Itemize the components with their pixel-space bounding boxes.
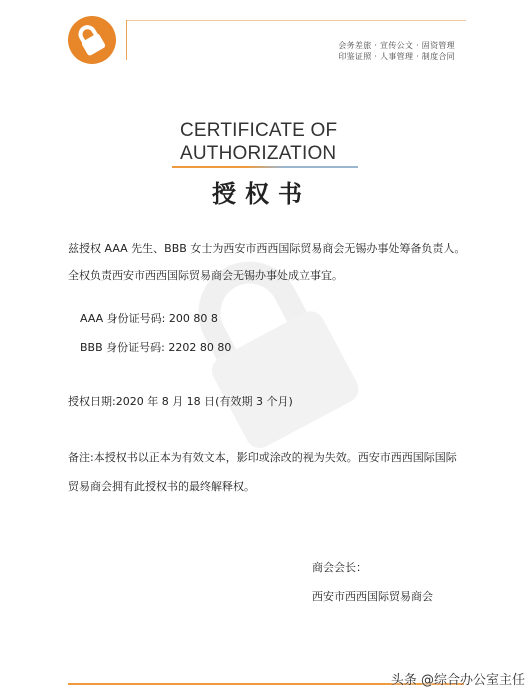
title-chinese: 授权书 bbox=[212, 180, 311, 208]
signature-organization: 西安市西西国际贸易商会 bbox=[312, 590, 433, 603]
header-top-rule bbox=[126, 20, 466, 21]
remark-line-1: 备注:本授权书以正本为有效文本，影印或涂改的视为失效。西安市西西国际国际 bbox=[68, 451, 457, 464]
source-watermark: 头条 @综合办公室主任 bbox=[390, 673, 525, 688]
header-tagline-1: 会务差旅 · 宣传公文 · 固资管理 bbox=[338, 41, 455, 50]
title-english-line-1: CERTIFICATE OF bbox=[180, 120, 338, 141]
id-number-aaa: AAA 身份证号码: 200 80 8 bbox=[80, 312, 218, 325]
id-number-bbb: BBB 身份证号码: 2202 80 80 bbox=[80, 341, 232, 354]
lock-icon bbox=[68, 16, 116, 64]
remark-line-2: 贸易商会拥有此授权书的最终解释权。 bbox=[68, 480, 255, 493]
authorization-paragraph-1: 兹授权 AAA 先生、BBB 女士为西安市西西国际贸易商会无锡办事处筹备负责人。 bbox=[68, 242, 466, 255]
title-underline bbox=[172, 166, 358, 168]
title-english-line-2: AUTHORIZATION bbox=[180, 143, 337, 164]
header-divider bbox=[126, 20, 127, 60]
header-tagline-2: 印鉴证照 · 人事管理 · 制度合同 bbox=[338, 52, 455, 61]
authorization-date: 授权日期:2020 年 8 月 18 日(有效期 3 个月) bbox=[68, 395, 293, 408]
authorization-paragraph-2: 全权负责西安市西西国际贸易商会无锡办事处成立事宜。 bbox=[68, 269, 343, 282]
signature-role: 商会会长： bbox=[312, 561, 367, 574]
